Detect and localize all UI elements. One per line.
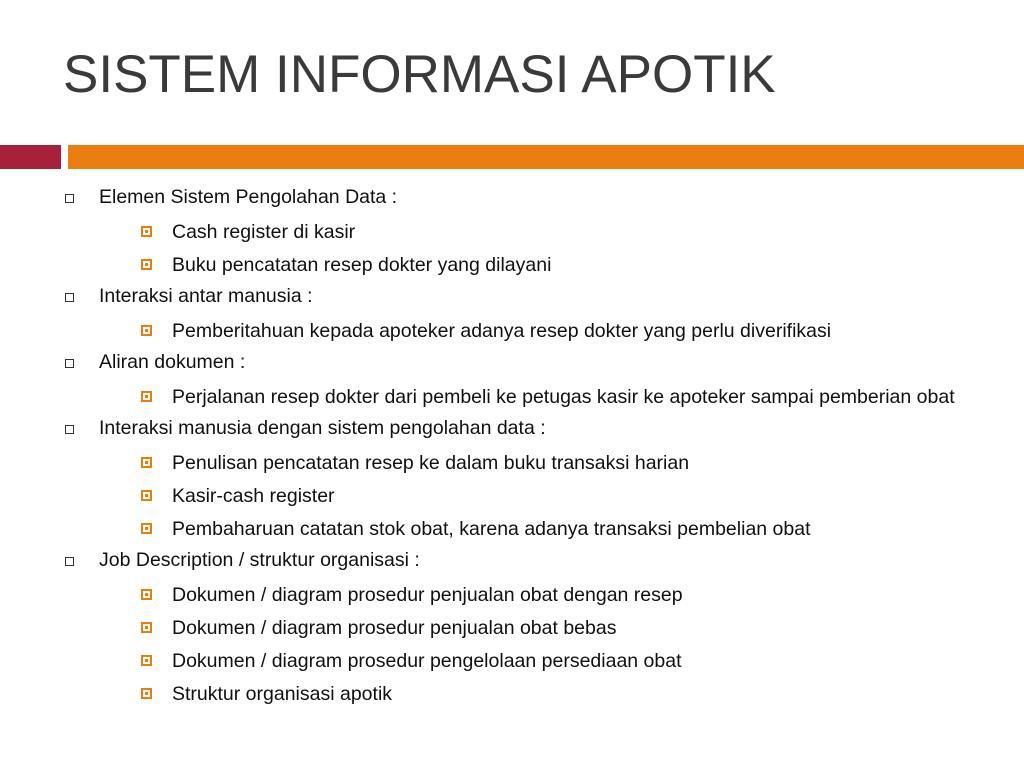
sub-item-text: Dokumen / diagram prosedur pengelolaan persediaan obat [172,650,682,672]
sub-list [99,451,992,541]
hollow-square-bullet-icon [65,557,74,566]
sub-item-text: Dokumen / diagram prosedur penjualan obat dengan resep [172,584,683,606]
sub-list [99,220,992,277]
sub-item-text: Buku pencatatan resep dokter yang dilayani [172,254,552,276]
section-item [62,415,992,541]
sub-item [99,253,992,277]
section-heading: Interaksi manusia dengan sistem pengolahan data : [99,417,546,439]
orange-square-bullet-icon [141,226,152,237]
bullet-list [62,184,992,706]
title-accent-bar-orange [68,145,1024,169]
hollow-square-bullet-icon [65,359,74,368]
section-item [62,283,992,343]
sub-item [99,583,992,607]
section-heading: Aliran dokumen : [99,351,246,373]
title-accent-bar-red [0,145,61,169]
orange-square-bullet-icon [141,589,152,600]
sub-list [99,385,992,409]
hollow-square-bullet-icon [65,194,74,203]
sub-item-text: Kasir-cash register [172,485,335,507]
sub-item-text: Pemberitahuan kepada apoteker adanya resep dokter yang perlu diverifikasi [172,320,832,342]
orange-square-bullet-icon [141,523,152,534]
sub-item [99,220,992,244]
section-heading: Elemen Sistem Pengolahan Data : [99,186,398,208]
sub-item-text: Penulisan pencatatan resep ke dalam buku transaksi harian [172,452,690,474]
orange-square-bullet-icon [141,457,152,468]
section-item [62,184,992,277]
section-item [62,349,992,409]
sub-item [99,385,992,409]
sub-item [99,682,992,706]
section-item [62,547,992,706]
sub-item-text: Struktur organisasi apotik [172,683,393,705]
orange-square-bullet-icon [141,325,152,336]
orange-square-bullet-icon [141,622,152,633]
orange-square-bullet-icon [141,259,152,270]
orange-square-bullet-icon [141,688,152,699]
sub-item [99,517,992,541]
orange-square-bullet-icon [141,391,152,402]
section-heading: Job Description / struktur organisasi : [99,549,420,571]
sub-list [99,583,992,706]
orange-square-bullet-icon [141,490,152,501]
section-heading: Interaksi antar manusia : [99,285,313,307]
hollow-square-bullet-icon [65,425,74,434]
sub-item-text: Pembaharuan catatan stok obat, karena adanya transaksi pembelian obat [172,518,811,540]
sub-item-text: Dokumen / diagram prosedur penjualan obat bebas [172,617,617,639]
orange-square-bullet-icon [141,655,152,666]
sub-item [99,616,992,640]
sub-item [99,484,992,508]
sub-item [99,319,992,343]
sub-list [99,319,992,343]
sub-item [99,649,992,673]
sub-item-text: Perjalanan resep dokter dari pembeli ke petugas kasir ke apoteker sampai pemberian obat [172,386,955,408]
hollow-square-bullet-icon [65,293,74,302]
sub-item-text: Cash register di kasir [172,221,356,243]
sub-item [99,451,992,475]
slide-title: SISTEM INFORMASI APOTIK [63,45,776,104]
